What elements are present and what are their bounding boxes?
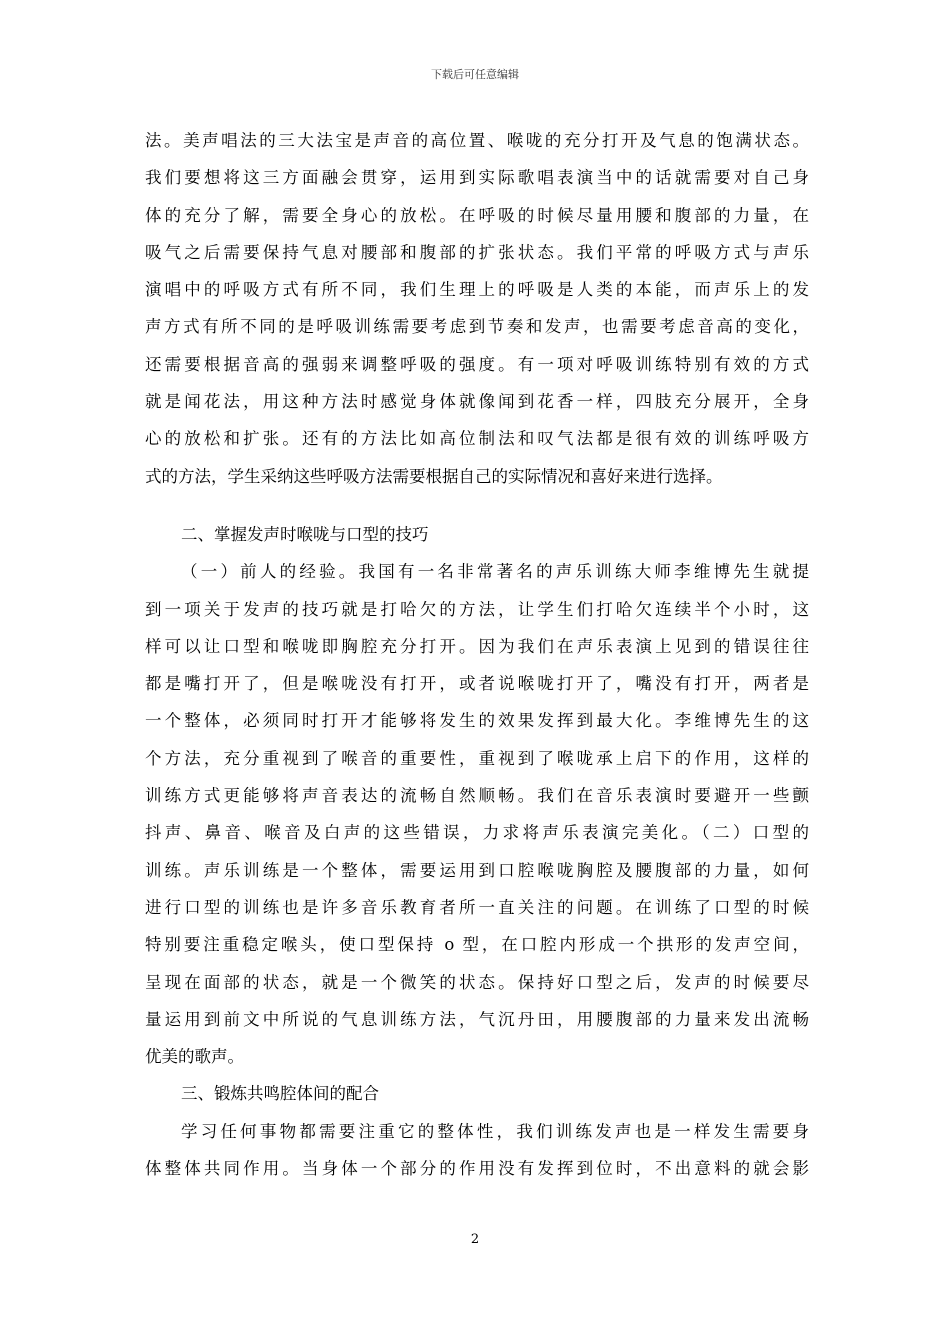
text-line: 样可以让口型和喉咙即胸腔充分打开。因为我们在声乐表演上见到的错误往往 bbox=[145, 636, 809, 656]
text-line: 法。美声唱法的三大法宝是声音的高位置、喉咙的充分打开及气息的饱满状态。 bbox=[145, 131, 809, 150]
text-line: （一）前人的经验。我国有一名非常著名的声乐训练大师李维博先生就提 bbox=[181, 562, 809, 582]
text-line: 量运用到前文中所说的气息训练方法，气沉丹田，用腰腹部的力量来发出流畅 bbox=[145, 1009, 809, 1029]
text-line: 训练方式更能够将声音表达的流畅自然顺畅。我们在音乐表演时要避开一些颤 bbox=[145, 786, 809, 806]
text-line: 吸气之后需要保持气息对腰部和腹部的扩张状态。我们平常的呼吸方式与声乐 bbox=[145, 242, 809, 262]
paragraph-experience bbox=[145, 553, 809, 1075]
text-line: 就是闻花法，用这种方法时感觉身体就像闻到花香一样，四肢充分展开，全身 bbox=[145, 392, 809, 412]
text-line: 到一项关于发声的技巧就是打哈欠的方法，让学生们打哈欠连续半个小时，这 bbox=[145, 599, 809, 619]
section-heading-3 bbox=[145, 1075, 809, 1112]
text-line: 训练。声乐训练是一个整体，需要运用到口腔喉咙胸腔及腰腹部的力量，如何 bbox=[145, 860, 809, 880]
text-line: 演唱中的呼吸方式有所不同，我们生理上的呼吸是人类的本能，而声乐上的发 bbox=[145, 280, 809, 300]
heading-text: 三、锻炼共鸣腔体间的配合 bbox=[181, 1084, 379, 1104]
text-line: 式的方法，学生采纳这些呼吸方法需要根据自己的实际情况和喜好来进行选择。 bbox=[145, 466, 723, 486]
page-header: 下载后可任意编辑 bbox=[431, 68, 519, 81]
paragraph-gap bbox=[145, 495, 809, 516]
text-line: 还需要根据音高的强弱来调整呼吸的强度。有一项对呼吸训练特别有效的方式 bbox=[145, 354, 809, 374]
text-line: 体的充分了解，需要全身心的放松。在呼吸的时候尽量用腰和腹部的力量，在 bbox=[145, 205, 809, 225]
text-line: 呈现在面部的状态，就是一个微笑的状态。保持好口型之后，发声的时候要尽 bbox=[145, 972, 809, 992]
text-line: 优美的歌声。 bbox=[145, 1047, 244, 1067]
paragraph-breathing bbox=[145, 122, 809, 495]
document-body bbox=[145, 122, 809, 1187]
text-line: 学习任何事物都需要注重它的整体性，我们训练发声也是一样发生需要身 bbox=[181, 1121, 809, 1141]
page-number: 2 bbox=[470, 1232, 480, 1247]
text-line: 声方式有所不同的是呼吸训练需要考虑到节奏和发声，也需要考虑音高的变化， bbox=[145, 317, 809, 337]
text-line: 都是嘴打开了，但是喉咙没有打开，或者说喉咙打开了，嘴没有打开，两者是 bbox=[145, 674, 809, 694]
heading-text: 二、掌握发声时喉咙与口型的技巧 bbox=[181, 524, 429, 544]
text-line: 一个整体，必须同时打开才能够将发生的效果发挥到最大化。李维博先生的这 bbox=[145, 711, 809, 731]
text-line: 抖声、鼻音、喉音及白声的这些错误，力求将声乐表演完美化。（二）口型的 bbox=[145, 823, 809, 843]
text-line: 特别要注重稳定喉头，使口型保持 o 型，在口腔内形成一个拱形的发声空间， bbox=[145, 935, 809, 955]
text-line: 进行口型的训练也是许多音乐教育者所一直关注的问题。在训练了口型的时候 bbox=[145, 897, 809, 917]
section-heading-2 bbox=[145, 516, 809, 553]
text-line: 个方法，充分重视到了喉音的重要性，重视到了喉咙承上启下的作用，这样的 bbox=[145, 748, 809, 768]
text-line: 心的放松和扩张。还有的方法比如高位制法和叹气法都是很有效的训练呼吸方 bbox=[145, 429, 809, 449]
text-line: 体整体共同作用。当身体一个部分的作用没有发挥到位时，不出意料的就会影 bbox=[145, 1159, 809, 1179]
paragraph-resonance bbox=[145, 1113, 809, 1188]
text-line: 我们要想将这三方面融会贯穿，运用到实际歌唱表演当中的话就需要对自己身 bbox=[145, 168, 809, 188]
